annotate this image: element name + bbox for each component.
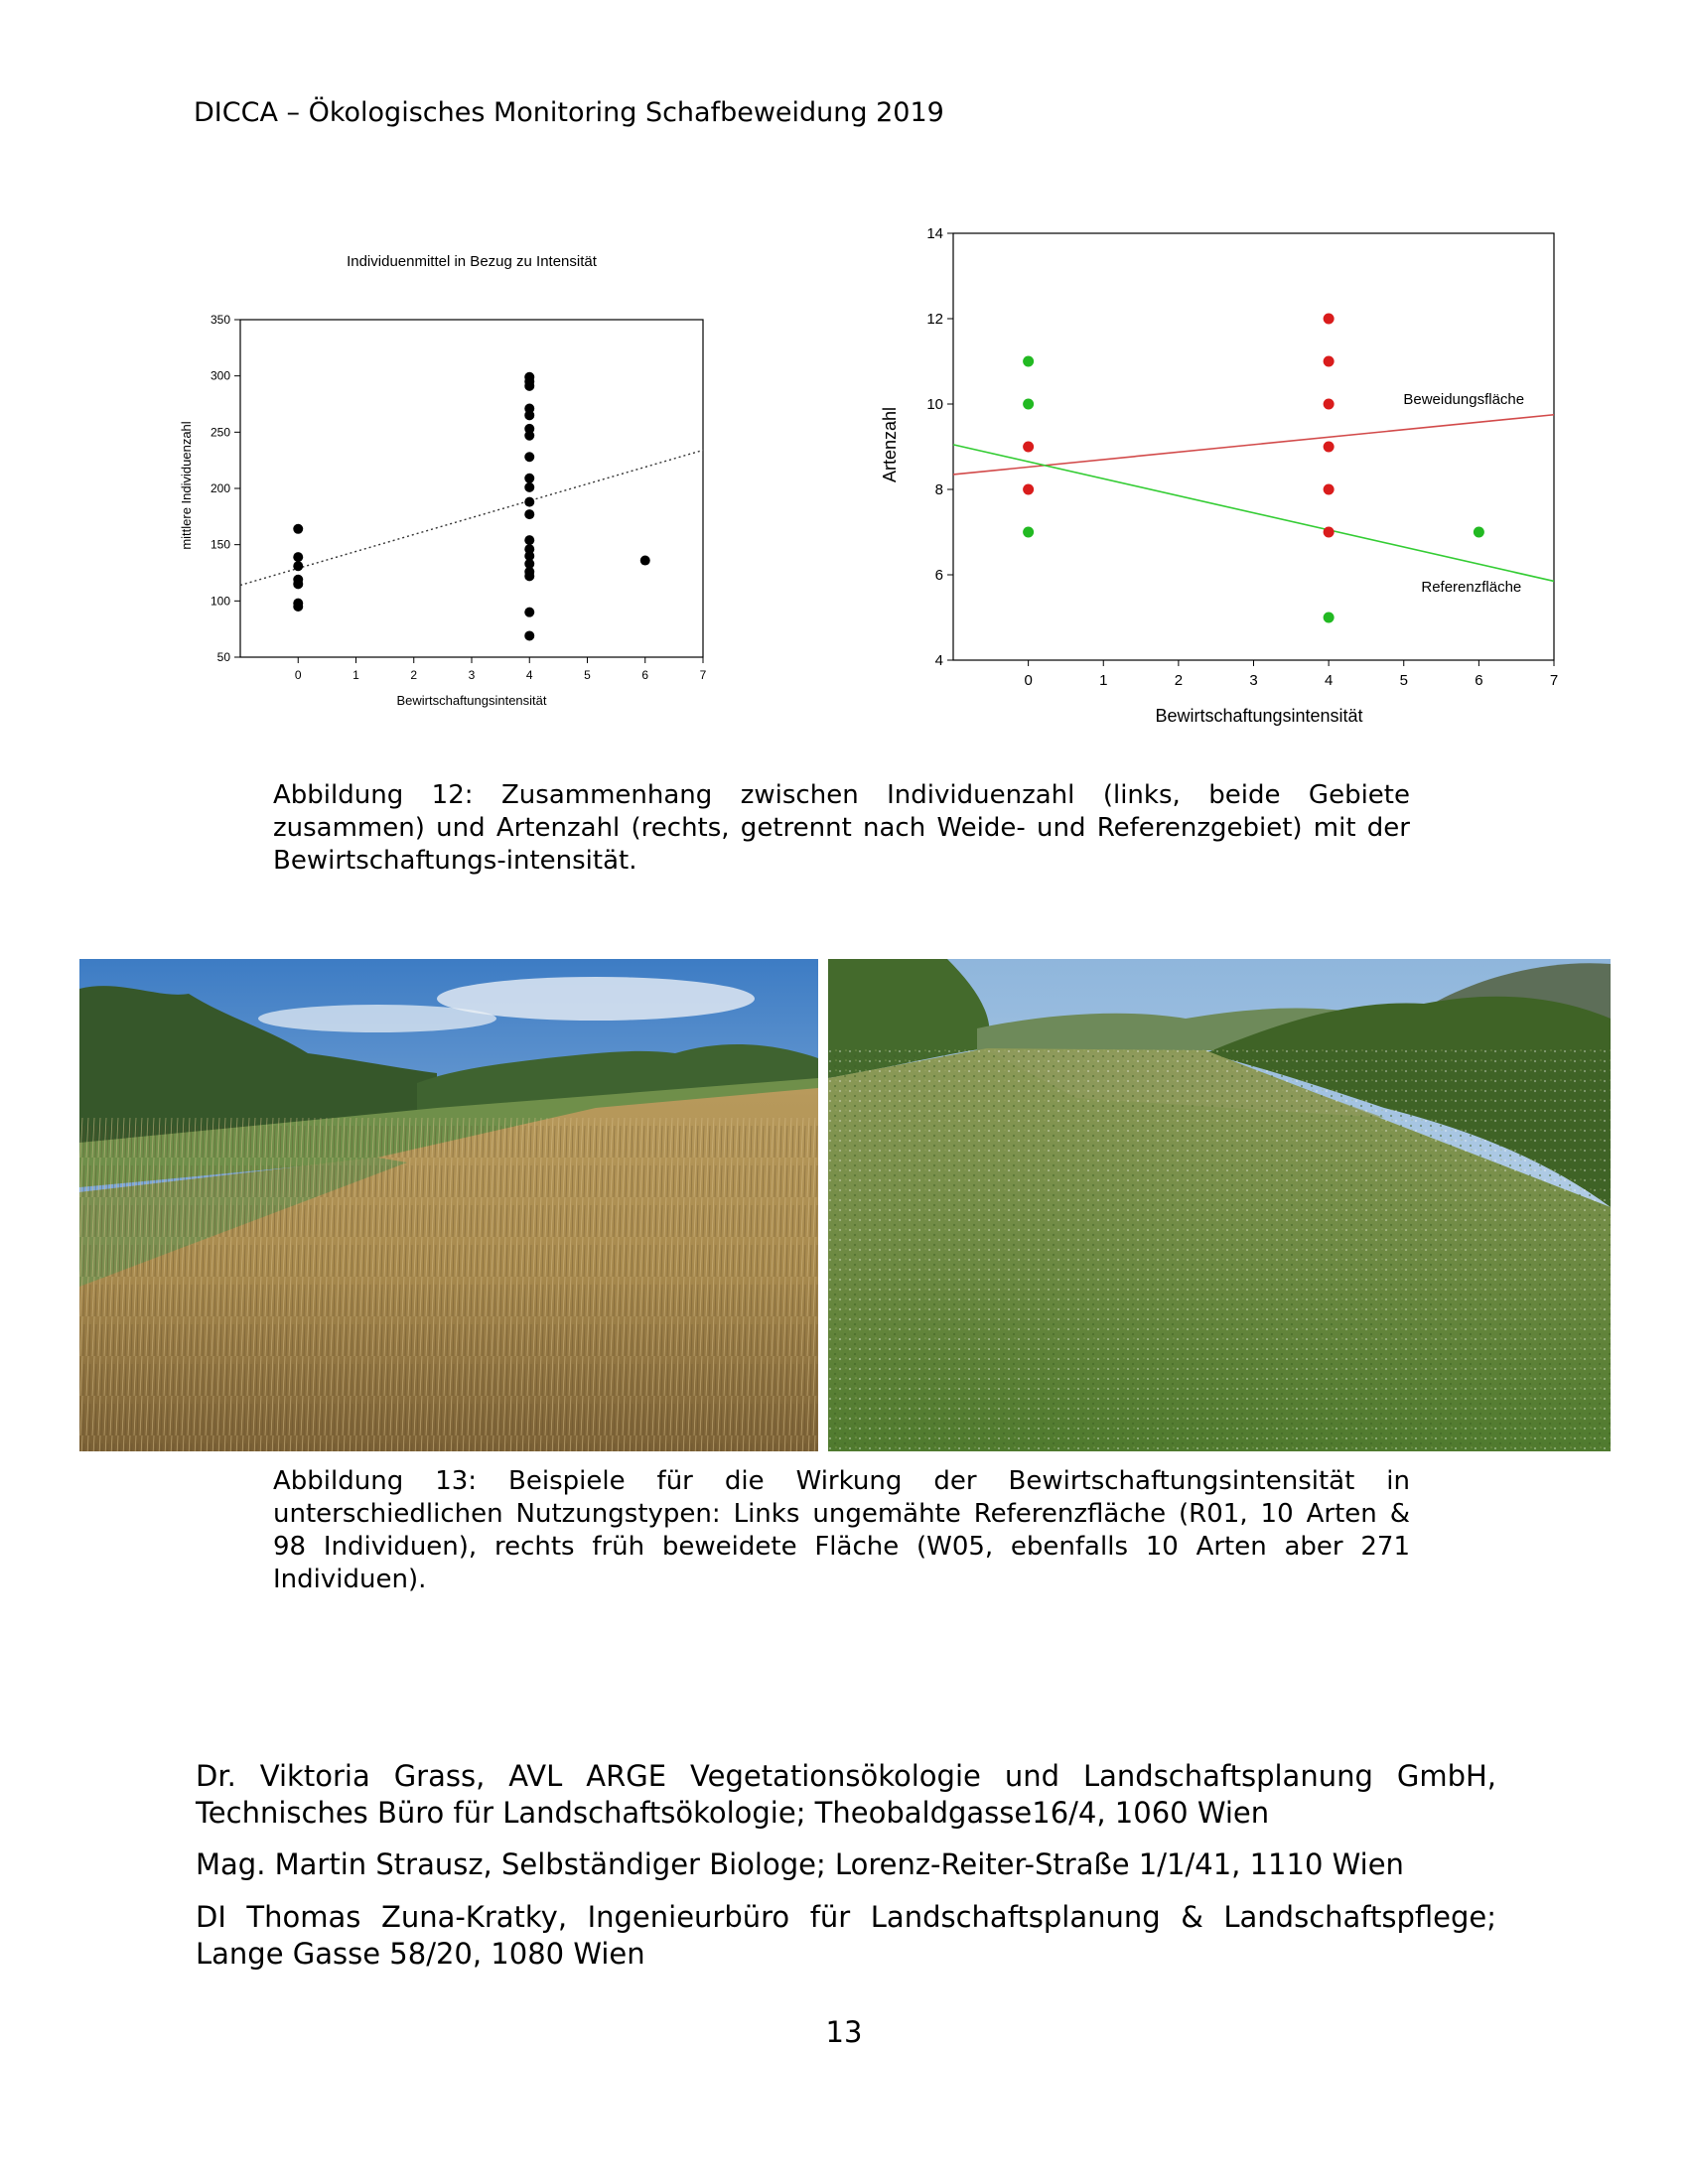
y-tick-label: 4: [934, 652, 943, 669]
x-tick-label: 1: [352, 668, 359, 682]
y-tick-label: 10: [926, 396, 943, 413]
data-point: [524, 410, 534, 420]
y-tick-label: 350: [210, 313, 230, 327]
data-point: [1474, 527, 1484, 538]
data-point: [1324, 356, 1335, 367]
x-tick-label: 6: [1475, 672, 1483, 689]
data-point: [293, 561, 303, 571]
trendline-label: Beweidungsfläche: [1403, 391, 1525, 408]
y-tick-label: 100: [210, 594, 230, 609]
data-point: [1324, 484, 1335, 495]
data-point: [524, 509, 534, 519]
x-tick-label: 7: [699, 668, 707, 682]
y-tick-label: 14: [926, 225, 943, 242]
photo-early-grazed-plot: [828, 959, 1611, 1451]
y-tick-label: 150: [210, 537, 230, 552]
chart-y-label: mittlere Individuenzahl: [179, 421, 194, 550]
page-header: DICCA – Ökologisches Monitoring Schafbeweidung 2019: [194, 97, 944, 128]
data-point: [1324, 442, 1335, 453]
x-tick-label: 4: [525, 668, 533, 682]
data-point: [524, 535, 534, 545]
data-point: [293, 524, 303, 534]
x-tick-label: 0: [294, 668, 302, 682]
x-tick-label: 0: [1024, 672, 1033, 689]
data-point: [1023, 484, 1034, 495]
data-point: [524, 474, 534, 483]
author-address: DI Thomas Zuna-Kratky, Ingenieurbüro für Landschaftsplanung & Landschaftspflege; Lange Gasse 58/20, 1080 Wien: [196, 1900, 1496, 1971]
data-point: [1023, 356, 1034, 367]
data-point: [524, 608, 534, 617]
plot-frame: [953, 233, 1554, 660]
x-tick-label: 7: [1549, 672, 1559, 689]
data-point: [293, 552, 303, 562]
species-scatter-chart: [854, 213, 1569, 740]
page-number: 13: [825, 2015, 863, 2049]
plot-frame: [240, 320, 703, 657]
figure-12-caption: Abbildung 12: Zusammenhang zwischen Individuenzahl (links, beide Gebiete zusammen) und Artenzahl (rechts, getrennt nach Weide- und Referenzgebiet) mit der Bewirtschaftungs-intensität.: [273, 780, 1410, 876]
x-tick-label: 6: [641, 668, 649, 682]
data-point: [524, 571, 534, 581]
y-tick-label: 250: [210, 425, 230, 440]
trendline: [240, 450, 703, 585]
x-tick-label: 1: [1099, 672, 1108, 689]
x-tick-label: 5: [1399, 672, 1408, 689]
data-point: [524, 497, 534, 507]
trendline-label: Referenzfläche: [1421, 579, 1522, 597]
data-point: [1324, 527, 1335, 538]
data-point: [524, 630, 534, 640]
x-tick-label: 3: [468, 668, 476, 682]
x-tick-label: 4: [1324, 672, 1334, 689]
x-tick-label: 3: [1249, 672, 1258, 689]
data-point: [640, 556, 650, 566]
x-tick-label: 2: [410, 668, 418, 682]
chart-y-label: Artenzahl: [880, 406, 900, 483]
y-tick-label: 50: [216, 650, 230, 664]
author-address: Dr. Viktoria Grass, AVL ARGE Vegetationsökologie und Landschaftsplanung GmbH, Technisches Büro für Landschaftsökologie; Theobaldgasse16/4, 1060 Wien: [196, 1759, 1496, 1830]
data-point: [524, 431, 534, 441]
y-tick-label: 12: [926, 311, 943, 328]
author-address: Mag. Martin Strausz, Selbständiger Biologe; Lorenz-Reiter-Straße 1/1/41, 1110 Wien: [196, 1847, 1404, 1881]
plot-area: [926, 225, 1558, 689]
plot-area: [211, 313, 707, 682]
data-point: [524, 452, 534, 462]
y-tick-label: 8: [934, 481, 943, 498]
y-tick-label: 300: [210, 368, 230, 383]
data-point: [1023, 527, 1034, 538]
x-tick-label: 2: [1174, 672, 1184, 689]
trendline: [953, 445, 1554, 582]
data-point: [1324, 399, 1335, 410]
y-tick-label: 200: [210, 481, 230, 495]
chart-x-label: Bewirtschaftungsintensität: [396, 693, 547, 708]
individuals-scatter-chart: [159, 228, 715, 725]
x-tick-label: 5: [584, 668, 591, 682]
y-tick-label: 6: [934, 567, 943, 584]
chart-x-label: Bewirtschaftungsintensität: [1155, 706, 1363, 726]
chart-title: Individuenmittel in Bezug zu Intensität: [347, 253, 597, 270]
data-point: [293, 579, 303, 589]
data-point: [524, 381, 534, 391]
data-point: [1023, 399, 1034, 410]
data-point: [1324, 613, 1335, 623]
figure-13-caption: Abbildung 13: Beispiele für die Wirkung der Bewirtschaftungsintensität in unterschiedlichen Nutzungstypen: Links ungemähte Referenzfläche (R01, 10 Arten & 98 Individuen), rechts früh beweidete Fläche (W05, ebenfalls 10 Arten aber 271 Individuen).: [273, 1466, 1410, 1594]
data-point: [1324, 314, 1335, 325]
data-point: [524, 482, 534, 492]
photo-unmown-reference-plot: [79, 959, 818, 1451]
data-point: [293, 602, 303, 612]
data-point: [1023, 442, 1034, 453]
